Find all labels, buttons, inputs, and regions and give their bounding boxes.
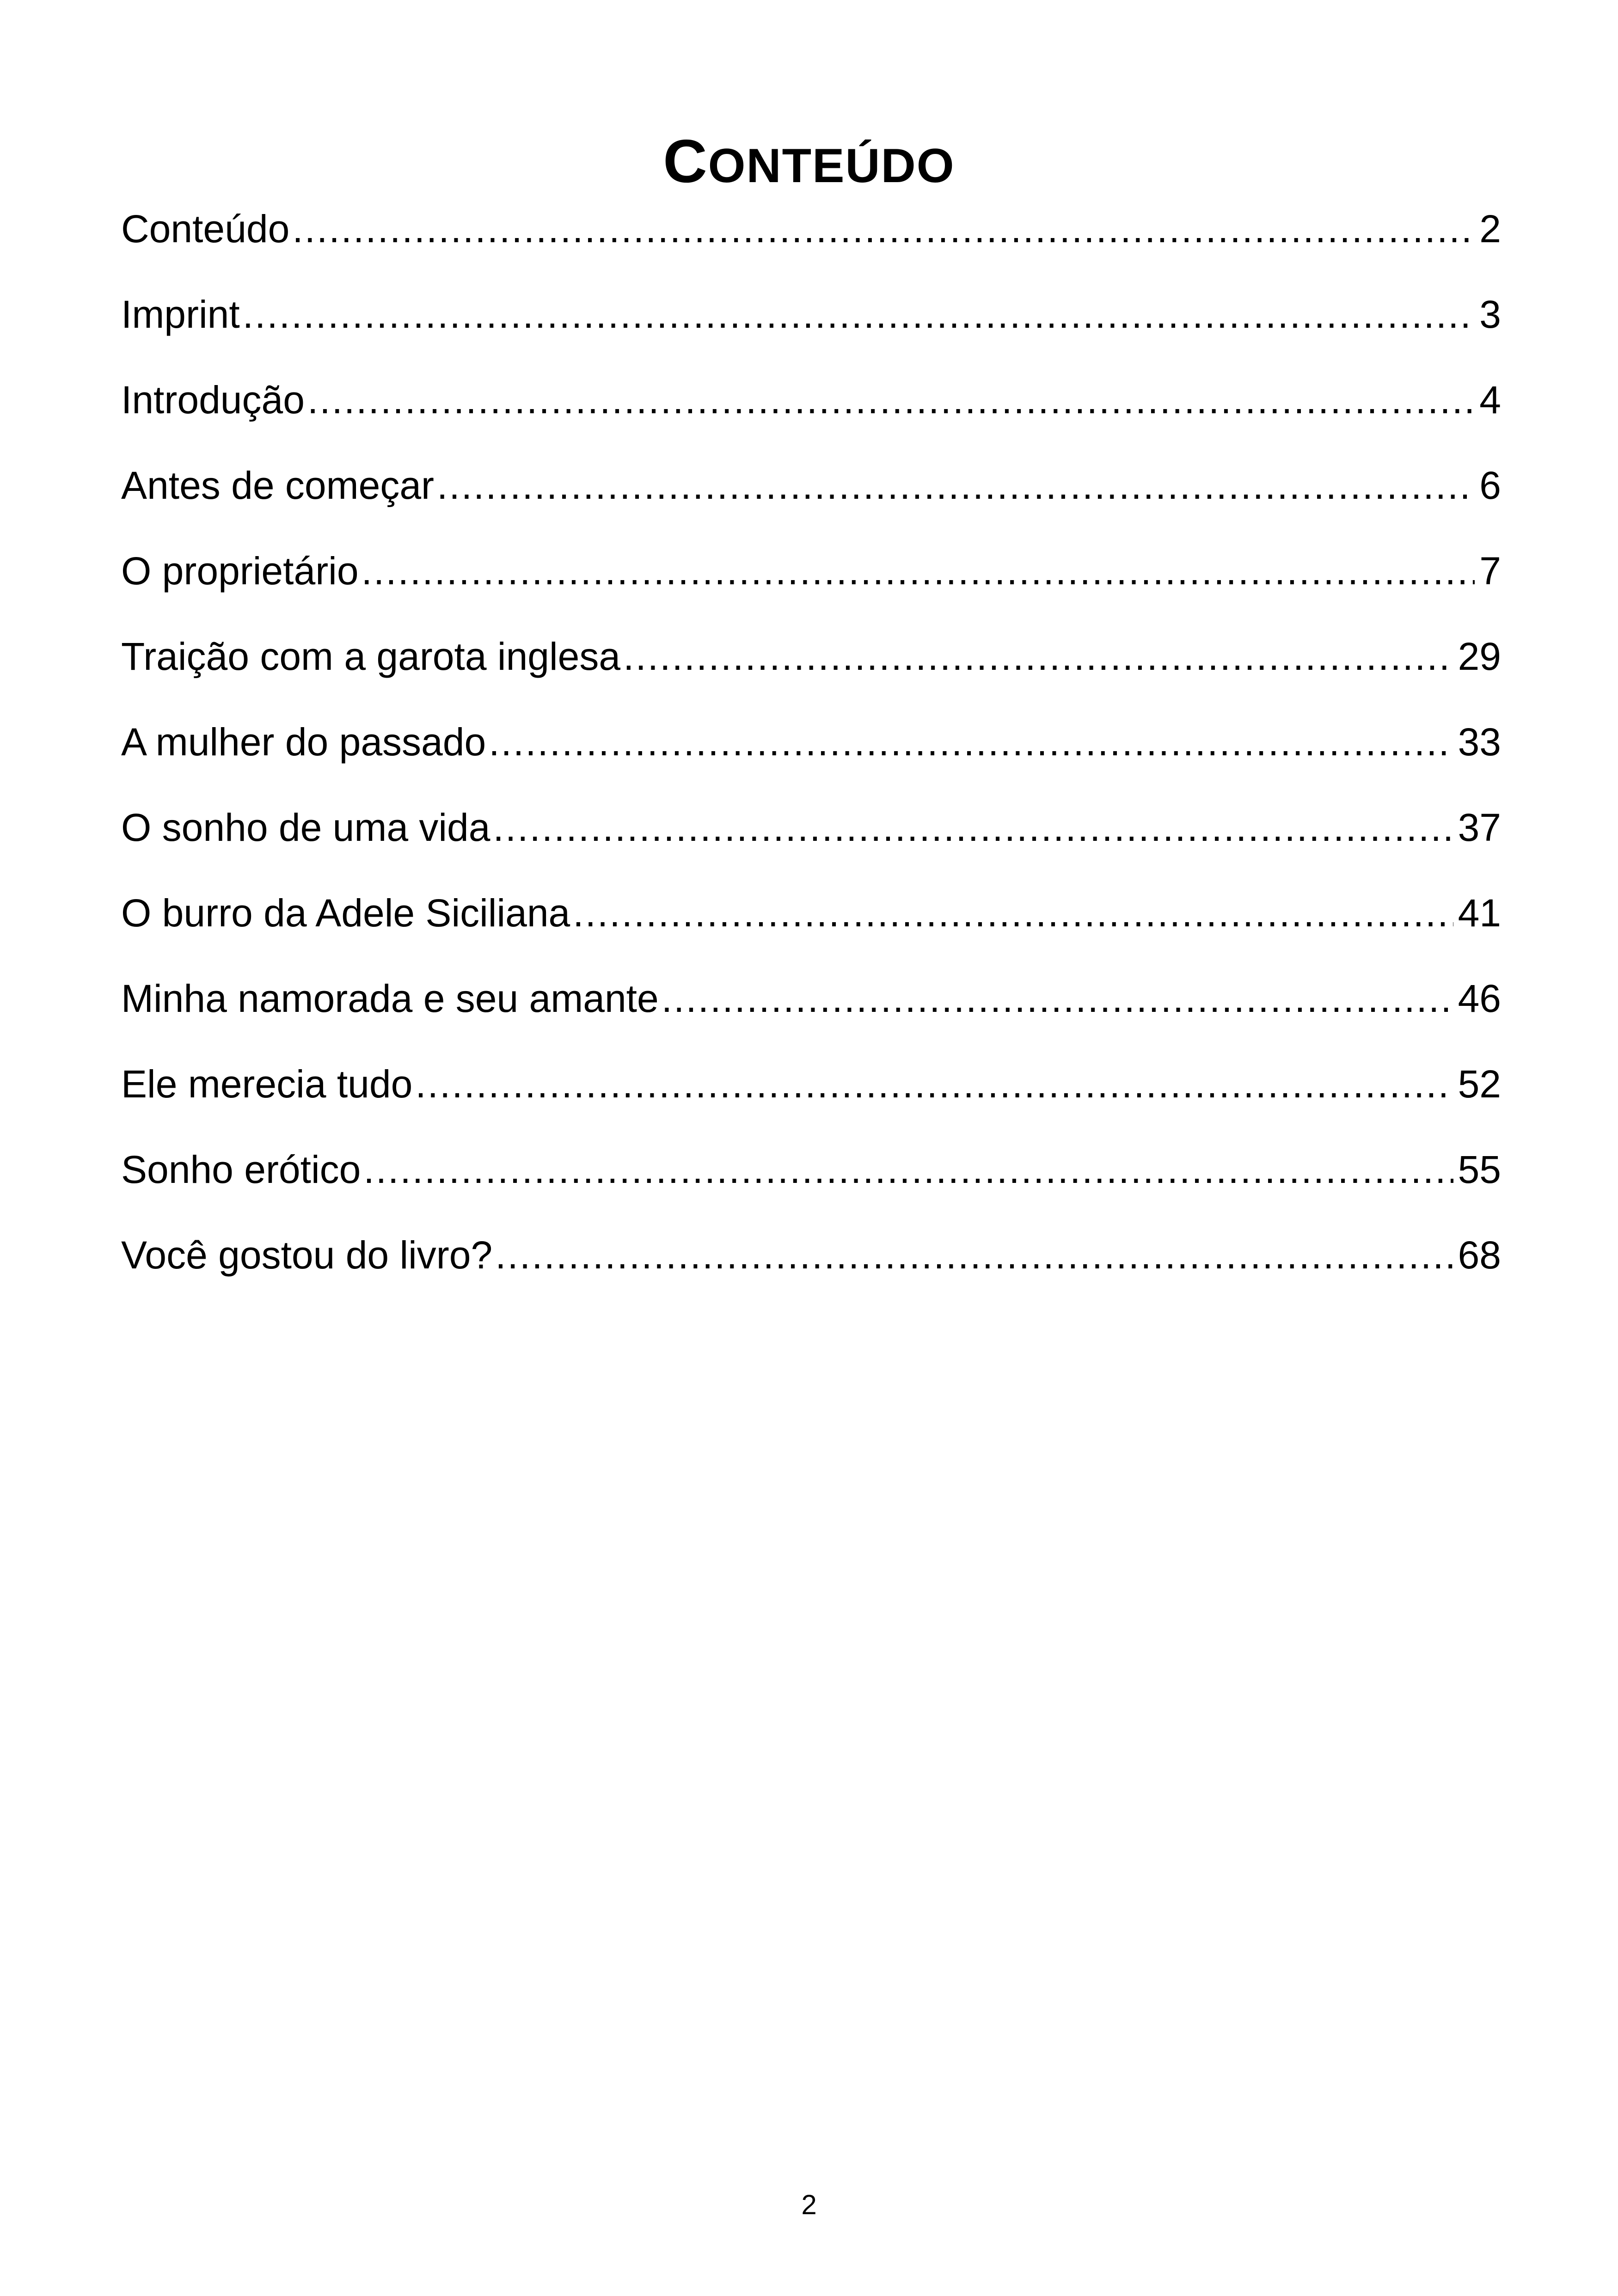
toc-entry-label: Introdução [121, 378, 305, 422]
toc-entry-label: O burro da Adele Siciliana [121, 891, 570, 935]
toc-entry-page: 4 [1479, 378, 1501, 422]
toc-entry-label: Antes de começar [121, 464, 435, 507]
toc-entry-imprint[interactable] [121, 284, 1501, 370]
toc-entry-page: 6 [1479, 464, 1501, 507]
toc-entry-o-proprietario[interactable] [121, 541, 1501, 626]
toc-entry-o-burro-da-adele[interactable] [121, 883, 1501, 968]
toc-entry-page: 7 [1479, 549, 1501, 593]
toc-dot-leader [363, 1139, 1453, 1200]
toc-entry-label: Traição com a garota inglesa [121, 635, 621, 678]
toc-entry-traicao[interactable] [121, 626, 1501, 712]
toc-dot-leader [573, 883, 1453, 943]
toc-entry-page: 46 [1458, 977, 1501, 1020]
toc-entry-o-sonho-de-uma-vida[interactable] [121, 797, 1501, 883]
page-title [0, 127, 1618, 201]
page-title-initial: C [663, 127, 708, 196]
toc-entry-sonho-erotico[interactable] [121, 1139, 1501, 1225]
toc-dot-leader [362, 541, 1475, 601]
toc-entry-label: Minha namorada e seu amante [121, 977, 659, 1020]
toc-entry-page: 33 [1458, 720, 1501, 764]
table-of-contents [121, 199, 1501, 1310]
toc-entry-ele-merecia-tudo[interactable] [121, 1054, 1501, 1139]
toc-entry-label: O proprietário [121, 549, 359, 593]
toc-entry-page: 52 [1458, 1062, 1501, 1106]
toc-entry-label: Ele merecia tudo [121, 1062, 413, 1106]
toc-entry-introducao[interactable] [121, 370, 1501, 455]
toc-entry-page: 41 [1458, 891, 1501, 935]
toc-dot-leader [623, 626, 1453, 686]
toc-entry-page: 3 [1479, 293, 1501, 336]
toc-dot-leader [489, 712, 1453, 772]
toc-dot-leader [437, 455, 1475, 515]
toc-dot-leader [495, 1225, 1453, 1285]
toc-entry-a-mulher-do-passado[interactable] [121, 712, 1501, 797]
toc-entry-label: Imprint [121, 293, 240, 336]
toc-dot-leader [415, 1054, 1453, 1114]
toc-entry-antes-de-comecar[interactable] [121, 455, 1501, 541]
toc-entry-minha-namorada[interactable] [121, 968, 1501, 1054]
toc-entry-conteudo[interactable] [121, 199, 1501, 284]
toc-dot-leader [243, 284, 1475, 344]
toc-entry-page: 55 [1458, 1148, 1501, 1191]
toc-entry-page: 2 [1479, 207, 1501, 251]
toc-entry-page: 37 [1458, 806, 1501, 849]
page-number: 2 [801, 2189, 817, 2220]
toc-entry-page: 68 [1458, 1233, 1501, 1277]
toc-entry-label: Sonho erótico [121, 1148, 361, 1191]
toc-dot-leader [292, 199, 1475, 259]
toc-dot-leader [307, 370, 1475, 430]
toc-entry-label: O sonho de uma vida [121, 806, 490, 849]
toc-entry-label: A mulher do passado [121, 720, 486, 764]
toc-entry-label: Você gostou do livro? [121, 1233, 493, 1277]
toc-entry-voce-gostou-do-livro[interactable] [121, 1225, 1501, 1310]
page-title-rest: ONTEÚDO [708, 139, 955, 193]
toc-dot-leader [662, 968, 1453, 1029]
toc-entry-label: Conteúdo [121, 207, 290, 251]
toc-dot-leader [493, 797, 1453, 857]
toc-entry-page: 29 [1458, 635, 1501, 678]
